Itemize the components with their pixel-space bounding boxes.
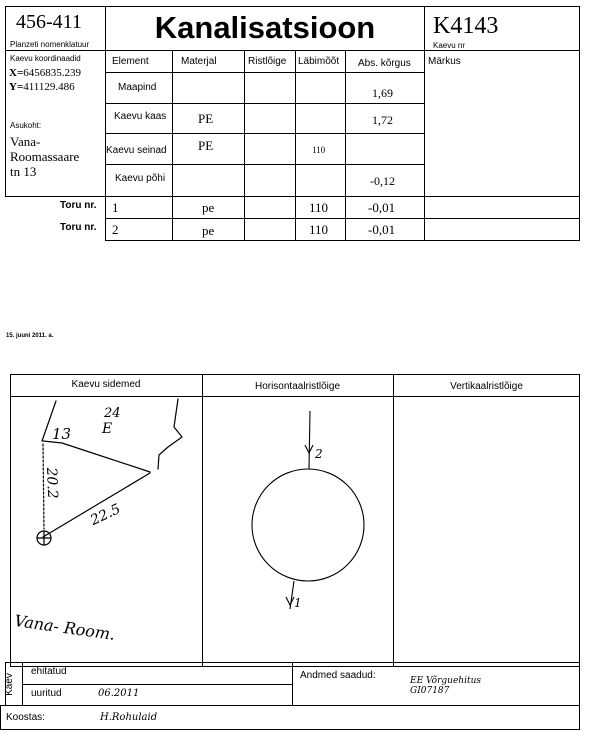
location-line-1: Vana- bbox=[10, 134, 41, 149]
document-date: 15. juuni 2011. a. bbox=[6, 333, 54, 339]
surveyed-value: 06.2011 bbox=[98, 688, 140, 699]
pipe-height: -0,01 bbox=[368, 222, 396, 237]
pipe-height: -0,01 bbox=[368, 200, 396, 215]
header-height: Abs. kõrgus bbox=[358, 58, 411, 69]
row-height: -0,12 bbox=[370, 174, 395, 188]
pipe-in-number: 2 bbox=[315, 447, 323, 461]
pipe-material: pe bbox=[202, 223, 215, 238]
built-label: ehitatud bbox=[31, 666, 67, 677]
compiled-value: H.Rohulaid bbox=[100, 712, 158, 723]
location-label: Asukoht: bbox=[10, 121, 42, 130]
nomenclature-cell bbox=[5, 6, 106, 51]
row-material: PE bbox=[198, 111, 214, 126]
sketch-col-title: Horisontaalristlõige bbox=[254, 381, 341, 392]
hand-label-202: 20.2 bbox=[43, 467, 61, 499]
street-handwriting: Vana- Room. bbox=[13, 611, 117, 644]
location-line-2: Roomassaare bbox=[10, 149, 80, 164]
horizontal-section-drawing bbox=[202, 397, 393, 667]
hand-label-13: 13 bbox=[52, 425, 72, 443]
row-height: 1,69 bbox=[372, 86, 393, 100]
pipe-material: pe bbox=[202, 200, 215, 215]
pipe-nr: 2 bbox=[112, 222, 119, 237]
coord-y-value: 411129.486 bbox=[23, 81, 75, 93]
hand-label-24: 24 bbox=[104, 406, 121, 421]
row-material: PE bbox=[198, 138, 214, 153]
compiled-label: Koostas: bbox=[6, 712, 45, 723]
well-id-cell bbox=[424, 6, 580, 51]
hand-label-225: 22.5 bbox=[88, 501, 124, 529]
row-element: Kaevu seinad bbox=[106, 145, 167, 156]
title-cell bbox=[105, 6, 425, 51]
coords-label: Kaevu koordinaadid bbox=[10, 54, 81, 63]
row-height: 1,72 bbox=[372, 113, 393, 127]
coord-y bbox=[9, 81, 75, 93]
row-element: Kaevu põhi bbox=[115, 173, 166, 184]
coord-x bbox=[9, 67, 81, 79]
sketch-col-title: Vertikaalristlõige bbox=[450, 381, 523, 392]
sketch-col-title: Kaevu sidemed bbox=[71, 379, 141, 390]
header-element: Element bbox=[112, 56, 149, 67]
pipe-diameter: 110 bbox=[309, 222, 329, 237]
header-material: Materjal bbox=[181, 56, 217, 67]
data-source-value-2: GI07187 bbox=[410, 686, 450, 696]
coord-y-prefix: Y= bbox=[9, 81, 24, 93]
compiled-row bbox=[0, 705, 580, 730]
well-id-label: Kaevu nr bbox=[433, 41, 466, 50]
hand-label-E: E bbox=[102, 421, 113, 437]
nomenclature-value: 456-411 bbox=[16, 11, 82, 33]
surveyed-label: uuritud bbox=[31, 688, 62, 699]
pipe-nr: 1 bbox=[112, 200, 119, 215]
row-element: Maapind bbox=[118, 82, 157, 93]
row-diameter: 110 bbox=[312, 145, 326, 155]
data-source-value-1: EE Võrguehitus bbox=[410, 676, 481, 686]
nomenclature-label: Planzeti nomenklatuur bbox=[10, 40, 90, 49]
header-notes: Märkus bbox=[428, 56, 461, 67]
pipe-label: Toru nr. bbox=[60, 222, 97, 233]
well-info-panel bbox=[5, 50, 106, 197]
pipe-diameter: 110 bbox=[309, 200, 329, 215]
pipe-out-number: 1 bbox=[294, 596, 302, 610]
coord-x-value: 6456835.239 bbox=[23, 67, 81, 79]
header-cross: Ristlõige bbox=[248, 56, 287, 67]
page-title: Kanalisatsioon bbox=[154, 10, 376, 45]
row-element: Kaevu kaas bbox=[114, 111, 167, 122]
well-id: K4143 bbox=[433, 13, 499, 39]
footer-side-label: Kaev bbox=[3, 673, 15, 696]
location-line-3: tn 13 bbox=[10, 164, 37, 179]
header-diameter: Läbimõõt bbox=[298, 56, 340, 67]
data-source-label: Andmed saadud: bbox=[300, 670, 376, 681]
pipe-label: Toru nr. bbox=[60, 200, 97, 211]
coord-x-prefix: X= bbox=[9, 67, 24, 79]
